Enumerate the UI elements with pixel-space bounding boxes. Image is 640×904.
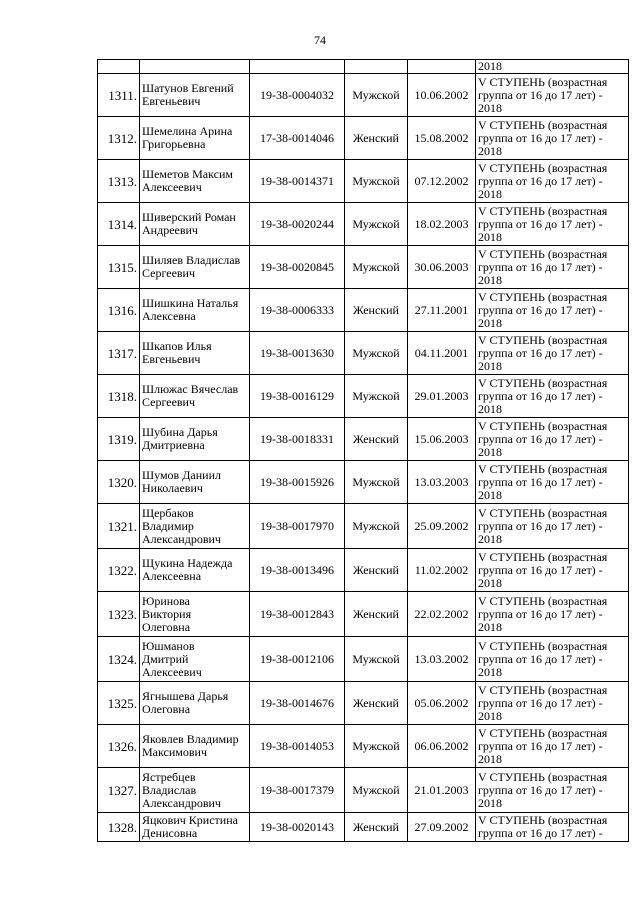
full-name-cell <box>140 375 250 418</box>
full-name-cell <box>140 117 250 160</box>
row-number-text: 1325. <box>107 695 137 711</box>
category-text: V СТУПЕНЬ (возрастная группа от 16 до 17 лет) - 2018 <box>478 117 608 158</box>
continuation-category-cell: 2018 <box>476 60 629 74</box>
gender-cell <box>345 418 408 461</box>
full-name-text: Шеметов Максим Алексеевич <box>142 167 233 194</box>
gender-cell <box>345 549 408 592</box>
gender-text: Мужской <box>352 216 400 231</box>
birth-date-text: 15.06.2003 <box>414 431 469 446</box>
gender-text: Женский <box>353 695 399 710</box>
full-name-text: Шиляев Владислав Сергеевич <box>142 253 241 280</box>
registration-id-cell <box>250 725 345 768</box>
birth-date-cell <box>408 117 476 160</box>
full-name-cell <box>140 246 250 289</box>
gender-cell <box>345 160 408 203</box>
row-number-text: 1318. <box>107 388 137 404</box>
full-name-cell <box>140 418 250 461</box>
birth-date-text: 13.03.2003 <box>414 474 469 489</box>
birth-date-cell <box>408 160 476 203</box>
category-text: V СТУПЕНЬ (возрастная группа от 16 до 17 лет) - 2018 <box>478 203 608 244</box>
row-number-cell <box>98 332 140 375</box>
category-text: V СТУПЕНЬ (возрастная группа от 16 до 17 лет) - 2018 <box>478 769 608 810</box>
gender-text: Женский <box>353 819 399 834</box>
table-row <box>98 289 629 332</box>
registration-id-text: 17-38-0014046 <box>260 130 334 145</box>
row-number-cell <box>98 289 140 332</box>
registration-id-cell <box>250 549 345 592</box>
category-cell <box>476 117 629 160</box>
category-cell <box>476 332 629 375</box>
birth-date-text: 27.11.2001 <box>414 302 469 317</box>
category-cell <box>476 203 629 246</box>
row-number-text: 1326. <box>107 738 137 754</box>
gender-cell <box>345 592 408 637</box>
category-cell <box>476 375 629 418</box>
gender-text: Женский <box>353 562 399 577</box>
gender-text: Женский <box>353 431 399 446</box>
category-text: V СТУПЕНЬ (возрастная группа от 16 до 17 лет) - 2018 <box>478 418 608 459</box>
category-cell <box>476 682 629 725</box>
registration-id-cell <box>250 117 345 160</box>
row-number-cell <box>98 504 140 549</box>
full-name-cell <box>140 768 250 813</box>
registration-id-text: 19-38-0014053 <box>260 738 334 753</box>
row-number-cell <box>98 592 140 637</box>
category-text: V СТУПЕНЬ (возрастная группа от 16 до 17 лет) - 2018 <box>478 160 608 201</box>
registration-id-cell <box>250 813 345 842</box>
row-number-cell <box>98 768 140 813</box>
full-name-cell <box>140 160 250 203</box>
full-name-text: Шемелина Арина Григорьевна <box>142 124 233 151</box>
birth-date-cell <box>408 203 476 246</box>
row-number-text: 1317. <box>107 345 137 361</box>
gender-cell <box>345 74 408 117</box>
full-name-text: Шиверский Роман Андреевич <box>142 210 236 237</box>
registration-id-cell <box>250 592 345 637</box>
gender-cell <box>345 375 408 418</box>
category-text: V СТУПЕНЬ (возрастная группа от 16 до 17 лет) - 2018 <box>478 549 608 590</box>
birth-date-cell <box>408 375 476 418</box>
birth-date-text: 15.08.2002 <box>414 130 469 145</box>
table-row <box>98 375 629 418</box>
table-row <box>98 332 629 375</box>
category-cell <box>476 504 629 549</box>
category-cell <box>476 160 629 203</box>
row-number-text: 1314. <box>107 216 137 232</box>
row-number-text: 1327. <box>107 782 137 798</box>
table-row <box>98 504 629 549</box>
category-text: V СТУПЕНЬ (возрастная группа от 16 до 17 лет) - 2018 <box>478 74 608 115</box>
category-cell <box>476 637 629 682</box>
continuation-empty-cell <box>345 60 408 74</box>
table-row <box>98 592 629 637</box>
row-number-text: 1328. <box>107 819 137 835</box>
category-cell <box>476 592 629 637</box>
registration-id-text: 19-38-0018331 <box>260 431 334 446</box>
row-number-cell <box>98 246 140 289</box>
category-text: V СТУПЕНЬ (возрастная группа от 16 до 17 лет) - 2018 <box>478 725 608 766</box>
table-row <box>98 637 629 682</box>
full-name-text: Шлюжас Вячеслав Сергеевич <box>142 382 239 409</box>
birth-date-cell <box>408 813 476 842</box>
full-name-text: Шкапов Илья Евгеньевич <box>142 339 212 366</box>
birth-date-text: 25.09.2002 <box>414 518 469 533</box>
birth-date-text: 30.06.2003 <box>414 259 469 274</box>
registration-id-text: 19-38-0006333 <box>260 302 334 317</box>
full-name-text: Шумов Даниил Николаевич <box>142 468 221 495</box>
birth-date-text: 07.12.2002 <box>414 173 469 188</box>
gender-text: Женский <box>353 302 399 317</box>
category-cell <box>476 725 629 768</box>
full-name-cell <box>140 289 250 332</box>
registration-id-cell <box>250 418 345 461</box>
row-number-cell <box>98 637 140 682</box>
full-name-cell <box>140 682 250 725</box>
full-name-cell <box>140 74 250 117</box>
registration-id-text: 19-38-0015926 <box>260 474 334 489</box>
table-row <box>98 418 629 461</box>
participants-table <box>97 59 629 842</box>
birth-date-text: 05.06.2002 <box>414 695 469 710</box>
full-name-text: Яковлев Владимир Максимович <box>142 732 239 759</box>
category-text: V СТУПЕНЬ (возрастная группа от 16 до 17 лет) - 2018 <box>478 682 608 723</box>
registration-id-text: 19-38-0016129 <box>260 388 334 403</box>
birth-date-cell <box>408 682 476 725</box>
registration-id-cell <box>250 461 345 504</box>
registration-id-text: 19-38-0014676 <box>260 695 334 710</box>
registration-id-cell <box>250 74 345 117</box>
birth-date-cell <box>408 592 476 637</box>
row-number-text: 1320. <box>107 474 137 490</box>
full-name-cell <box>140 332 250 375</box>
registration-id-text: 19-38-0013630 <box>260 345 334 360</box>
full-name-cell <box>140 549 250 592</box>
registration-id-cell <box>250 504 345 549</box>
category-text: V СТУПЕНЬ (возрастная группа от 16 до 17 лет) - 2018 <box>478 461 608 502</box>
gender-text: Мужской <box>352 388 400 403</box>
category-cell <box>476 289 629 332</box>
birth-date-text: 06.06.2002 <box>414 738 469 753</box>
category-text: V СТУПЕНЬ (возрастная группа от 16 до 17 лет) - 2018 <box>478 593 608 634</box>
row-number-cell <box>98 203 140 246</box>
gender-cell <box>345 117 408 160</box>
gender-cell <box>345 332 408 375</box>
row-number-cell <box>98 375 140 418</box>
birth-date-text: 04.11.2001 <box>414 345 469 360</box>
continuation-empty-cell <box>408 60 476 74</box>
registration-id-cell <box>250 768 345 813</box>
table-row <box>98 203 629 246</box>
row-number-text: 1321. <box>107 518 137 534</box>
row-number-text: 1313. <box>107 173 137 189</box>
gender-cell <box>345 461 408 504</box>
birth-date-cell <box>408 461 476 504</box>
gender-cell <box>345 813 408 842</box>
category-cell <box>476 768 629 813</box>
gender-text: Мужской <box>352 651 400 666</box>
full-name-text: Шишкина Наталья Алексевна <box>142 296 239 323</box>
category-cell <box>476 461 629 504</box>
category-cell <box>476 74 629 117</box>
gender-text: Мужской <box>352 259 400 274</box>
registration-id-text: 19-38-0020845 <box>260 259 334 274</box>
registration-id-text: 19-38-0004032 <box>260 87 334 102</box>
birth-date-cell <box>408 418 476 461</box>
birth-date-text: 10.06.2002 <box>414 87 469 102</box>
gender-text: Мужской <box>352 345 400 360</box>
gender-text: Мужской <box>352 738 400 753</box>
registration-id-cell <box>250 246 345 289</box>
category-text: V СТУПЕНЬ (возрастная группа от 16 до 17 лет) - 2018 <box>478 246 608 287</box>
birth-date-text: 29.01.2003 <box>414 388 469 403</box>
registration-id-cell <box>250 637 345 682</box>
participants-table-body <box>98 60 629 842</box>
gender-cell <box>345 246 408 289</box>
full-name-text: Юшманов Дмитрий Алексеевич <box>142 638 202 679</box>
full-name-text: Юринова Виктория Олеговна <box>142 593 192 634</box>
category-text: V СТУПЕНЬ (возрастная группа от 16 до 17 лет) - 2018 <box>478 638 608 679</box>
category-text: V СТУПЕНЬ (возрастная группа от 16 до 17 лет) - 2018 <box>478 289 608 330</box>
full-name-text: Шатунов Евгений Евгеньевич <box>142 81 234 108</box>
full-name-text: Щукина Надежда Алексеевна <box>142 556 233 583</box>
row-number-text: 1316. <box>107 302 137 318</box>
birth-date-text: 27.09.2002 <box>414 819 469 834</box>
registration-id-cell <box>250 332 345 375</box>
birth-date-cell <box>408 246 476 289</box>
gender-text: Женский <box>353 606 399 621</box>
registration-id-cell <box>250 203 345 246</box>
gender-cell <box>345 725 408 768</box>
row-number-cell <box>98 813 140 842</box>
table-row <box>98 461 629 504</box>
gender-text: Мужской <box>352 782 400 797</box>
birth-date-cell <box>408 768 476 813</box>
birth-date-cell <box>408 549 476 592</box>
gender-text: Мужской <box>352 173 400 188</box>
gender-text: Женский <box>353 130 399 145</box>
gender-cell <box>345 682 408 725</box>
table-row <box>98 682 629 725</box>
birth-date-cell <box>408 289 476 332</box>
table-row <box>98 725 629 768</box>
continuation-empty-cell <box>250 60 345 74</box>
category-text: V СТУПЕНЬ (возрастная группа от 16 до 17 лет) - 2018 <box>478 332 608 373</box>
full-name-text: Ягнышева Дарья Олеговна <box>142 689 229 716</box>
row-number-text: 1319. <box>107 431 137 447</box>
full-name-cell <box>140 637 250 682</box>
birth-date-cell <box>408 725 476 768</box>
continuation-empty-cell <box>98 60 140 74</box>
birth-date-text: 21.01.2003 <box>414 782 469 797</box>
category-cell <box>476 549 629 592</box>
row-number-cell <box>98 418 140 461</box>
birth-date-cell <box>408 332 476 375</box>
row-number-cell <box>98 74 140 117</box>
row-number-text: 1323. <box>107 606 137 622</box>
continuation-row <box>98 60 629 74</box>
gender-cell <box>345 768 408 813</box>
gender-text: Мужской <box>352 518 400 533</box>
row-number-cell <box>98 682 140 725</box>
category-text: V СТУПЕНЬ (возрастная группа от 16 до 17 лет) - <box>478 813 608 840</box>
continuation-empty-cell <box>140 60 250 74</box>
row-number-cell <box>98 549 140 592</box>
full-name-text: Ястребцев Владислав Александрович <box>142 769 221 810</box>
registration-id-text: 19-38-0020244 <box>260 216 334 231</box>
table-row <box>98 246 629 289</box>
full-name-cell <box>140 461 250 504</box>
birth-date-text: 13.03.2002 <box>414 651 469 666</box>
table-row <box>98 117 629 160</box>
full-name-text: Шубина Дарья Дмитриевна <box>142 425 218 452</box>
full-name-cell <box>140 725 250 768</box>
row-number-text: 1322. <box>107 562 137 578</box>
registration-id-text: 19-38-0020143 <box>260 819 334 834</box>
row-number-text: 1312. <box>107 130 137 146</box>
gender-text: Мужской <box>352 474 400 489</box>
full-name-text: Яцкович Кристина Денисовна <box>142 813 238 840</box>
full-name-cell <box>140 813 250 842</box>
table-row <box>98 768 629 813</box>
table-row <box>98 549 629 592</box>
row-number-text: 1315. <box>107 259 137 275</box>
table-row <box>98 813 629 842</box>
registration-id-cell <box>250 682 345 725</box>
registration-id-text: 19-38-0012106 <box>260 651 334 666</box>
registration-id-cell <box>250 289 345 332</box>
table-row <box>98 160 629 203</box>
page-number: 74 <box>314 33 326 47</box>
category-cell <box>476 813 629 842</box>
table-row <box>98 74 629 117</box>
full-name-text: Щербаков Владимир Александрович <box>142 505 221 546</box>
birth-date-cell <box>408 637 476 682</box>
gender-cell <box>345 289 408 332</box>
row-number-cell <box>98 461 140 504</box>
full-name-cell <box>140 203 250 246</box>
row-number-cell <box>98 160 140 203</box>
row-number-text: 1311. <box>108 87 137 103</box>
category-text: V СТУПЕНЬ (возрастная группа от 16 до 17 лет) - 2018 <box>478 505 608 546</box>
registration-id-cell <box>250 375 345 418</box>
registration-id-text: 19-38-0012843 <box>260 606 334 621</box>
row-number-cell <box>98 117 140 160</box>
full-name-cell <box>140 592 250 637</box>
birth-date-cell <box>408 504 476 549</box>
gender-text: Мужской <box>352 87 400 102</box>
registration-id-text: 19-38-0017379 <box>260 782 334 797</box>
birth-date-text: 22.02.2002 <box>414 606 469 621</box>
gender-cell <box>345 203 408 246</box>
row-number-cell <box>98 725 140 768</box>
category-cell <box>476 418 629 461</box>
birth-date-text: 11.02.2002 <box>414 562 469 577</box>
birth-date-text: 18.02.2003 <box>414 216 469 231</box>
gender-cell <box>345 504 408 549</box>
full-name-cell <box>140 504 250 549</box>
registration-id-text: 19-38-0013496 <box>260 562 334 577</box>
registration-id-text: 19-38-0014371 <box>260 173 334 188</box>
category-cell <box>476 246 629 289</box>
registration-id-text: 19-38-0017970 <box>260 518 334 533</box>
row-number-text: 1324. <box>107 651 137 667</box>
category-text: V СТУПЕНЬ (возрастная группа от 16 до 17 лет) - 2018 <box>478 375 608 416</box>
registration-id-cell <box>250 160 345 203</box>
birth-date-cell <box>408 74 476 117</box>
gender-cell <box>345 637 408 682</box>
